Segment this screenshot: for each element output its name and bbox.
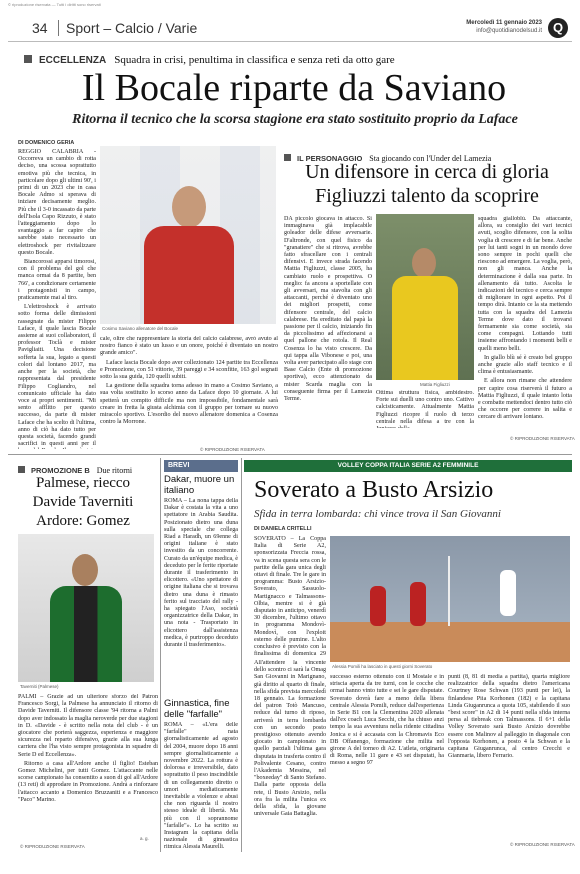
main-col2-p3: La gestione della squadra torna adesso in mano a Cosimo Saviano, a sua volta sostituito lo scorso anno da Laface dopo 10 giornate. A lui spetterà un compito difficile ma non impossibile, fondamentale sarà creare in fretta la giusta alchimia con il gruppo per tornare su nuovo miracolo sportivo. L'esordio del nuovo allenatore domenica a Cosenza contro la Morrone. — [100, 383, 278, 426]
volley-banner — [244, 460, 572, 472]
kicker-tag: ECCELLENZA — [39, 55, 107, 66]
main-col2 — [100, 336, 278, 446]
volley-col1 — [254, 536, 326, 656]
promozione-signoff: © RIPRODUZIONE RISERVATA — [20, 844, 85, 849]
personaggio-col2-p3: E allora non rimane che attendere per capire cosa riserverà il futuro a Mattia Figliuzzi, il quale intanto lotta e combatte mettendoci dentro tutto ciò che occorre per correre in salita e cercare di arrivare lontano. — [478, 378, 572, 421]
main-col2-p1: cale, oltre che rappresentare la storia del calcio calabrese, avrò avuto al nostro fianco è stato un lusso e un onore, poiché è diventato un nostro grande amico". — [100, 336, 278, 357]
volley-player-2 — [410, 582, 426, 626]
main-title: Il Bocale riparte da Saviano — [81, 67, 507, 109]
volley-caption: Alessia Pomili ha lasciato in questi giorni Soverato — [332, 664, 433, 669]
brevi-label-text: BREVI — [168, 462, 190, 469]
personaggio-col2-p2: In giallo blù sé è creato bel gruppo anche grazie allo staff tecnico e il clima è entusiasmante. — [478, 354, 572, 376]
volley-title: Soverato a Busto Arsizio — [254, 477, 494, 503]
personaggio-title: Un difensore in cerca di gloria — [305, 161, 549, 183]
personaggio-signoff: © RIPRODUZIONE RISERVATA — [510, 436, 575, 441]
volley-player-1 — [370, 586, 386, 626]
main-kicker — [24, 50, 564, 64]
figliuzzi-shirt — [392, 276, 458, 380]
volley-col1-p2: All'attendere la vincente dello scontro ci sarà la Omag San Giovanni in Marignano, già diritto al quarto di finale, nella sfida prevista mercoledì 18 gennaio. La formazione del patron Totò Mancuso, reduce dal turno di riposo, arriverà in terra lombarda con un secondo posto prestigioso ottenuto avendo giocato in campionato in quello parziali l'ultima gara disputata in trasferta contro il Polivalente Cesano, contro l'Akademia Messina, nel "boxeeday" di Santo Stefano. Dalla parte opposta della rete, il Busto Arsizio, nella ora fra la milita l'unica ex della sfida, la giovane universale Gaia Battaglia. — [254, 660, 326, 818]
promozione-tag: PROMOZIONE B — [31, 466, 90, 475]
promozione-tag-square — [18, 466, 25, 473]
main-col1-p2: Biancorossi apparsi timorosi, con il problema del gol che manca ormai da 8 partite, ben 766', a condizionare certamente i protagonisti in campo, praticamente mai al tiro. — [18, 259, 96, 302]
main-col1-p3: L'elettroshock è arrivato sotto forma delle dimissioni rassegnate da mister Filippo Laface, il quale lascia Bocale assieme ai suoi collaboratori, il professor Toclà e mister Pavigliaiti. Una decisione sofferta la sua, legato a questi colori dal lontano 2017, ma anche per la società, che rappresentata dal presidente Filippo Cogliandro, nel comunicato ufficiale ha dato voce ai propri sentimenti. "Mi sento afflitto per questo successo, da parte di mister Laface che ha scelto di l'ultima, anno di ciò ha dato tutto per questa società, facendo grandi sacrifici in questi anni per il — [18, 304, 96, 448]
section-name: Sport – Calcio / Varie — [66, 20, 198, 36]
divider-vertical-2 — [241, 458, 242, 852]
kicker-text: Squadra in crisi, penultima in classifica e senza reti da otto gare — [114, 54, 395, 66]
tag-square — [24, 55, 32, 63]
volley-player-3 — [500, 570, 516, 616]
volley-court — [330, 622, 570, 662]
promozione-p2: Ritorno a casa all'Ardore anche il figlio! Esteban Gomez Michelini, per tutti Gomez. L'attaccante nelle scorse campionato ha consentito a suon di gol all'Ardore (13 reti) di approdare in Promozione. Andrà a rinforzare l'attacco accanto a Domenico Bruzzaniti e a Francesco "Paco" Marino. — [18, 760, 158, 803]
main-signoff: © RIPRODUZIONE RISERVATA — [200, 447, 265, 452]
brevi-label — [164, 460, 238, 472]
volley-col1-p1: SOVERATO – La Coppa Italia di Serie A2, sponsorizzata Freccia rossa, va in scena questa sera con le partite della gara unica degli ottavi di finale. Tre le gare in programma: Busto Arsizio-Soverato, Sassuolo-Martignacco e Talmassons-Olbia, mentre si è già disputato in anticipo, venerdì 30 dicembre, l'ultimo ottavo in programma Mondovì-Mondovì, con l'exploit esterno delle pumine. L'alto conclusivo è previsto con la finalissima di domenica 29 — [254, 536, 326, 656]
volley-photo — [330, 536, 570, 662]
personaggio-col1 — [284, 216, 372, 424]
divider-vertical-1 — [160, 458, 161, 852]
volley-signoff: © RIPRODUZIONE RISERVATA — [510, 842, 575, 847]
divider-horizontal — [8, 454, 572, 455]
volley-byline: DI DANIELA CRITELLI — [254, 526, 312, 532]
brevi-item1-title: Dakar, muore un italiano — [164, 474, 235, 496]
player-head — [172, 186, 206, 228]
main-col2-p2: Laface lascia Bocale dopo aver collezionato 124 partite tra Eccellenza e Promozione, con 51 vittorie, 39 pareggi e 34 sconfitte, 163 gol segnati sotto la sua guida, 120 quelli subiti. — [100, 359, 278, 381]
volley-col3-p1: punti (8, 81 di media a partita), quarta migliore realizzatrice della squadra dietro l'americana Courtney Rose Schwan (193 punti per lei), la finlandese Piia Korhonen (182) e la capitana Linda Giuganrunca a quota 105, stabilendo il suo "best score" in A2 di 14 punti nella sfida interna persa al tiebreak con Talmassons. Il 6+1 della Volley Soverato sarà Busto Arsizio dovrebbe essere con Malinov al palleggio in diagonale con l'opposta Korhonen, a posto 4 la Schwan e la capitana Giuganrunca, al centro Crecchi e Gianmaria, libero Ferrario. — [448, 674, 570, 760]
main-col1 — [18, 149, 96, 449]
volley-net — [448, 556, 450, 626]
saviano-photo — [100, 146, 276, 324]
promozione-title: Palmese, riecco Davide Taverniti Ardore: Gomez — [32, 475, 134, 529]
personaggio-col2-p1: squadra gialloblù. Da attaccante, allora, su consiglio dei vari tecnici avuti, scoglio difensore, con la solita voglia di crescere e di far bene. Anche per lui tanti sogni in un mondo dove sono sempre in pochi quelli che riescono ad emergere. La voglia, però, non gli manca. Anche la determinazione è dalla sua parte. In allenamento dà tutto. Ascolta le indicazioni del tecnico e cerca sempre di migliorare in ogni aspetto. Poi il tempo dirà. Intanto ce la sta mettendo tutta con la squadra del Lamezia Terme dove dato il trovarsi fermamente sia come società, sia come compagni. Lottando tutti insieme affrontando i momenti belli e quelli meno belli. — [478, 216, 572, 352]
personaggio-tag: IL PERSONAGGIO — [297, 154, 363, 163]
volley-col2-p1: successo esterno ottenuto con il Mostale e in striscia aperta da tre turni, con le cocche che ormai hanno vinto tutte e sei le gare disputate. Soverato dovrà fare a meno della libera centrale Alessia Pomili, reduce dall'esperienza in Serie B1 con la Clementina 2020 allenata dall'ex coach Luca Secchi, che ha chiuso anzi tempo la sua avventura nella ridente cittadina Jonica e si è accasata con la Chromavis Eco DB Offanengo, formazione che milita nel girone A del torneo di A2. L'atleta, originaria di Roma, nelle 11 gare e 43 set disputati, ha messo a segno 97 — [330, 674, 444, 767]
main-col1-p1: REGGIO CALABRIA - Occorreva un cambio di rotta deciso, una scossa soprattutto emotiva più che tecnica, in particolare dopo gli ultimi 90', i primi di un 2023 che in casa Bocale Admo si sperava di iniziare decisamente meglio. Più che il 3-0 incassato da parte dell'Isola Capo Rizzuto, è stato l'atteggiamento dopo lo svantaggio a far capire che sarebbe stato necessario un elettroshock per rivitalizzare questo Bocale. — [18, 149, 96, 256]
personaggio-kicker-text: Sta giocando con l'Under del Lamezia — [369, 154, 492, 163]
logo-letter: Q — [552, 20, 564, 35]
volley-subtitle: Sfida in terra lombarda: chi vince trova il San Giovanni — [254, 508, 501, 520]
newspaper-logo — [548, 18, 568, 38]
promozione-initials: a. g. — [140, 836, 149, 841]
personaggio-col1b — [376, 390, 474, 428]
top-note: © riproduzione riservata — Tutti i diritti sono riservati — [8, 2, 101, 7]
volley-banner-text: VOLLEY COPPA ITALIA SERIE A2 FEMMINILE — [337, 462, 479, 469]
page-number: 34 — [32, 20, 48, 36]
header-date: Mercoledì 11 gennaio 2023 — [466, 20, 542, 26]
main-subtitle: Ritorna il tecnico che la scorsa stagione era stato sostituito proprio da Laface — [72, 112, 518, 127]
saviano-caption: Cosimo Saviano allenatore del Bocale — [102, 326, 179, 331]
taverniti-head — [72, 554, 98, 586]
personaggio-subtitle: Figliuzzi talento da scoprire — [315, 185, 539, 207]
personaggio-col2 — [478, 216, 572, 434]
header-email: info@quotidianodelsud.it — [476, 28, 542, 34]
figliuzzi-head — [412, 248, 436, 278]
promozione-body — [18, 694, 158, 834]
header-divider — [58, 20, 59, 36]
page-header — [8, 14, 572, 42]
taverniti-caption: Taverniti (Palmese) — [20, 684, 59, 689]
main-byline: DI DOMENICO GERIA — [18, 140, 75, 146]
taverniti-shirt — [50, 586, 122, 682]
figliuzzi-caption: Mattia Figliuzzi — [420, 382, 450, 387]
personaggio-col1-p1: DA piccolo giocava in attacco. Si immaginava già implacabile goleador delle difese avversarie. D'altronde, con quel fisico da "granatiere" che si ritrova, avrebbe fatto sfracellare con i centrali difensivi. E invece strada facendo Mattia Figliuzzi, classe 2005, ha cambiato ruolo e prospettiva. O meglio: fa ancora a sportellate con gli avversari, ma stavolta con gli attaccanti, perché è diventato uno dei migliori prospetti, come difensore centrale, del calcio calabrese. Ha ereditato dal papà la passione per il calcio, iniziando fin da piccolissimo ad affezionarsi a quel pallone che rotola. Il Real Cosenza lo ha visto crescere. Da qui tappa alla Vibonese e poi, una volta aver partecipato allo stage con Base Calcio (Ente di promozione sportiva), ecco attenzionato da mister Scarda maglia con la conseguente firma per il Lamezia Terme. — [284, 216, 372, 403]
player-body — [144, 226, 234, 324]
figliuzzi-photo — [376, 214, 474, 380]
volley-col3 — [448, 674, 570, 838]
promozione-kicker-text: Due ritorni — [96, 466, 133, 475]
volley-col1b — [254, 660, 326, 840]
brevi-item2-title: Ginnastica, fine delle "farfalle" — [164, 698, 230, 720]
volley-col2 — [330, 674, 444, 838]
promozione-p1: PALMI – Grazie ad un ulteriore sforzo del Patron Francesco Sorgi, la Palmese ha annunciato il ritorno di Davide Taverniti. Il difensore classe '94 ritorna a Palmi dopo aver indossato la maglia neroverde per due stagioni in D. «Davide - è scritto nella nota del club - è un giocatore che porterà saggezza, esperienza e maggiore sicurezza nel reparto difensivo, grazie alla sua lunga carriera che l'ha visto sempre protagonista in squadre di Serie D ed Eccellenza». — [18, 694, 158, 758]
taverniti-photo — [18, 534, 154, 682]
brevi-item1-body: ROMA – La nona tappa della Dakar è costata la vita a uno spettatore in Arabia Saudita. Posizionato dietro una duna sulla speciale che collega Riad a Haradh, un 69enne di origini italiane è stato investito da un concorrente. Curato da un'équipe medica, è deceduto per le ferite riportate durante il trasferimento in elicottero. «Uno spettatore di origine italiana che si trovava dietro una duna è rimasto ferito sul tracciato del rally - ha spiegato l'Aso, società organizzatrice della Dakar, in una nota - Trasportato in elicottero dall'assistenza medica, è purtroppo deceduto durante il trasferimento». — [164, 498, 238, 649]
brevi-item2-body: ROMA – «L'era delle "farfalle" nata giornalisticamente ad agosto del 2004, muore dopo 18 anni sempre giornalisticamente a novembre 2022. La rottura è dolorosa e irreversibile, dato soprattutto il peso inscindibile di un collegamento diretto o umori mediaticamente inevitabile a violenze e abusi che non riguarda il nostro stesso ideale di libertà. Ma più con il soprannome "farfalle"». Lo ha scritto su Instagram la capitana della nazionale di ginnastica ritmica Alessia Maurelli. — [164, 722, 238, 850]
personaggio-col1-p2: Ottima struttura fisica, ambidestro. Forte sui duelli uno contro uno. Cattivo calcisticamente. Attualmente Mattia Figliuzzi ricopre il ruolo di terzo centrale nella difesa a tre con la — [376, 390, 474, 425]
